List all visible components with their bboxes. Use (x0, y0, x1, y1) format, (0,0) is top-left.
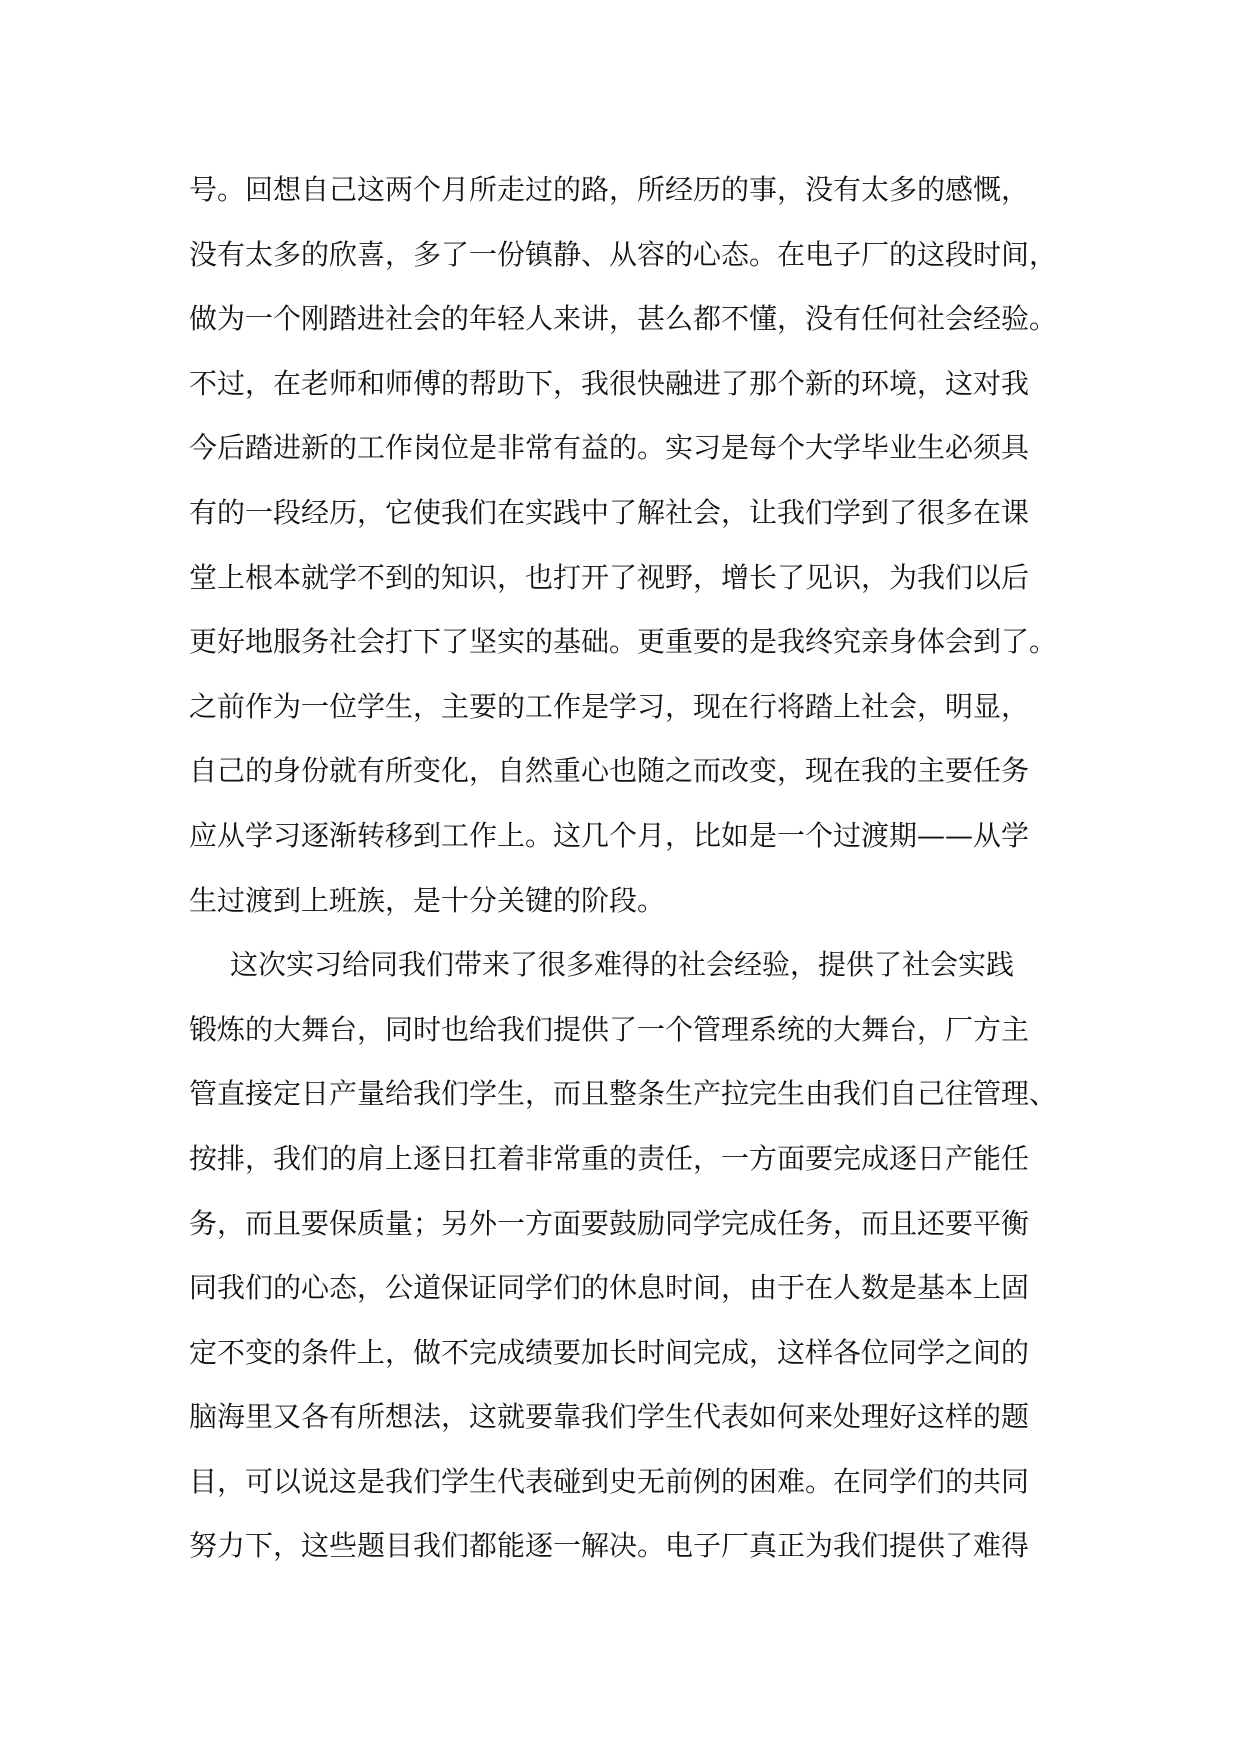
text-line: 管直接定日产量给我们学生，而且整条生产拉完生由我们自己往管理、 (189, 1077, 1058, 1111)
text-line: 今后踏进新的工作岗位是非常有益的。实习是每个大学毕业生必须具 (189, 431, 1030, 465)
text-line: 有的一段经历，它使我们在实践中了解社会，让我们学到了很多在课 (189, 495, 1030, 529)
text-line: 应从学习逐渐转移到工作上。这几个月，比如是一个过渡期——从学 (189, 818, 1030, 852)
text-line: 定不变的条件上，做不完成绩要加长时间完成，这样各位同学之间的 (189, 1335, 1030, 1369)
text-line: 务，而且要保质量；另外一方面要鼓励同学完成任务，而且还要平衡 (189, 1206, 1030, 1240)
text-line: 没有太多的欣喜，多了一份镇静、从容的心态。在电子厂的这段时间， (189, 237, 1058, 271)
paragraph-2 (189, 933, 1059, 1579)
text-line: 自己的身份就有所变化，自然重心也随之而改变，现在我的主要任务 (189, 754, 1030, 788)
paragraph-1 (189, 158, 1059, 933)
text-line: 更好地服务社会打下了坚实的基础。更重要的是我终究亲身体会到了。 (189, 625, 1058, 659)
text-line: 之前作为一位学生，主要的工作是学习，现在行将踏上社会，明显， (189, 689, 1030, 723)
text-line: 锻炼的大舞台，同时也给我们提供了一个管理系统的大舞台，厂方主 (189, 1012, 1030, 1046)
text-line: 目，可以说这是我们学生代表碰到史无前例的困难。在同学们的共同 (189, 1464, 1030, 1498)
text-line: 不过，在老师和师傅的帮助下，我很快融进了那个新的环境，这对我 (189, 366, 1030, 400)
text-line: 同我们的心态，公道保证同学们的休息时间，由于在人数是基本上固 (189, 1271, 1030, 1305)
text-line: 生过渡到上班族，是十分关键的阶段。 (189, 883, 666, 917)
text-line: 脑海里又各有所想法，这就要靠我们学生代表如何来处理好这样的题 (189, 1400, 1030, 1434)
text-line: 按排，我们的肩上逐日扛着非常重的责任，一方面要完成逐日产能任 (189, 1141, 1030, 1175)
text-line: 这次实习给同我们带来了很多难得的社会经验，提供了社会实践 (230, 948, 1015, 982)
text-line: 努力下，这些题目我们都能逐一解决。电子厂真正为我们提供了难得 (189, 1529, 1030, 1563)
text-line: 号。回想自己这两个月所走过的路，所经历的事，没有太多的感慨， (189, 173, 1030, 206)
text-line: 做为一个刚踏进社会的年轻人来讲，甚么都不懂，没有任何社会经验。 (189, 302, 1058, 336)
text-line: 堂上根本就学不到的知识，也打开了视野，增长了见识，为我们以后 (189, 560, 1030, 594)
body-text (189, 158, 1059, 1579)
